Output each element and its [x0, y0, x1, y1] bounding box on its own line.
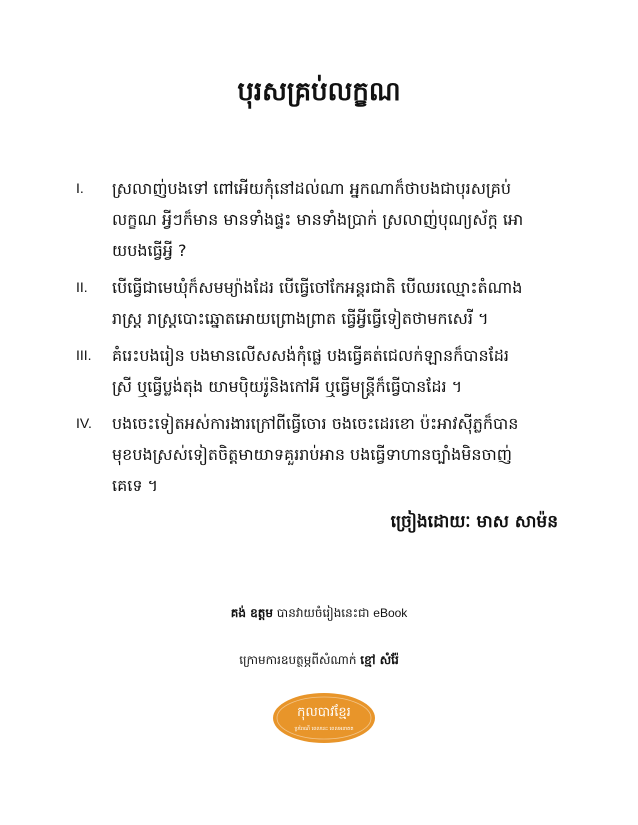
verse-numeral: I. — [76, 180, 84, 196]
verse-text — [112, 408, 576, 501]
verse-line: គេទេ ។ — [112, 476, 159, 495]
verse-numeral: III. — [76, 347, 92, 363]
typist-name: គង់ ឧត្តម — [230, 606, 273, 620]
verse-line: រាស្ត្រ រាស្ត្របោះឆ្នោតអោយព្រោងព្រាត ធ្វើអ្វីធ្វើទៀតថាមកសេរី ។ — [112, 309, 489, 328]
verse-line: គំរេះបងរៀន បងមានលើសសង់កុំផ្លេ បងធ្វើគត់ជេលក់ឡានក៏បានដែរ — [112, 346, 509, 365]
sponsor-name: ខ្មៅ សំរ៉ែ — [360, 653, 399, 667]
ebook-format: eBook — [373, 606, 408, 620]
verse-text — [112, 173, 576, 266]
song-title: បុរសគ្រប់លក្ខណ — [237, 77, 401, 107]
verse-text — [112, 340, 576, 402]
verse-line: ស្រលាញ់បងទៅ ពៅអើយកុំនៅដល់ណា អ្នកណាក៏ថាបងជាបុរសគ្រប់ — [112, 179, 511, 198]
verse-1 — [76, 173, 576, 266]
sponsor-credit-text: ក្រោមការឧបត្ថម្ភពីសំណាក់ — [239, 653, 357, 667]
sponsor-credit — [0, 650, 638, 670]
verse-line: យបងធ្វើអ្វី ? — [112, 241, 187, 260]
verse-2 — [76, 272, 576, 334]
khmer-heritage-logo — [272, 692, 376, 744]
logo-title: កុលបាវខ្មែរ — [297, 705, 351, 720]
verse-numeral: IV. — [76, 415, 92, 431]
verse-line: មុខបងស្រស់ទៀតចិត្តមាយាទគួររាប់អាន បងធ្វើទាហានច្បាំងមិនចាញ់ — [112, 445, 513, 464]
ebook-credit-text: បានវាយចំរៀងនេះជា — [276, 606, 370, 620]
verse-line: បងចេះទៀតអស់ការងារក្រៅពីធ្វើចោរ ចងចេះដេរខោ ប៉ះអាវស៊ីភ្លក៏បាន — [112, 414, 519, 433]
verse-line: បើធ្វើជាមេឃុំក៏សមម្យ៉ាងដែរ បើធ្វើចៅកែអន្តរជាតិ បើឈរឈ្មោះតំណាង — [112, 278, 523, 297]
ebook-credit — [0, 603, 638, 623]
verse-text — [112, 272, 576, 334]
verse-4 — [76, 408, 576, 501]
verse-numeral: II. — [76, 279, 88, 295]
verse-3 — [76, 340, 576, 402]
verse-line: លក្ខណ អ្វីៗក៏មាន មានទាំងផ្ទះ មានទាំងប្រាក់ ស្រលាញ់បុណ្យស័ក្ត អោ — [112, 210, 524, 229]
logo-tagline: ប្រពៃណី ពេលនេះ ពេលអនាគត — [294, 726, 354, 732]
composer-credit: ច្រៀងដោយៈ មាស សាម៉ន — [390, 512, 558, 532]
verse-list — [76, 173, 576, 507]
verse-line: ស្រី ឬធ្វើប្លង់តុង យាមប៉ិយរ៉ូនិងកៅអី ឬធ្វើមន្ត្រីក៏ធ្វើបានដែរ ។ — [112, 377, 463, 396]
